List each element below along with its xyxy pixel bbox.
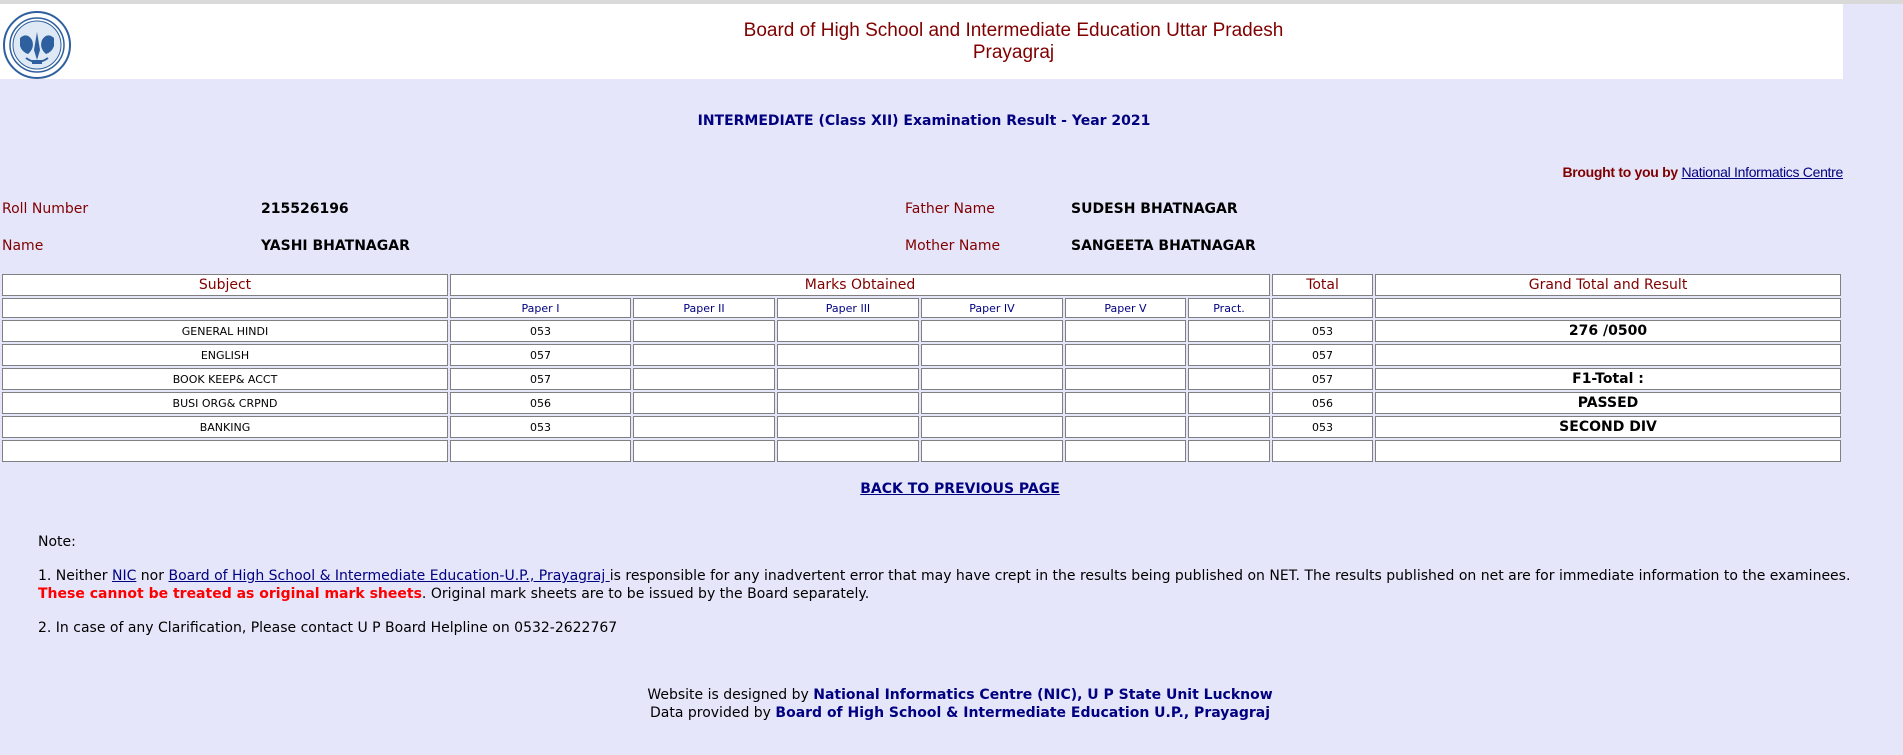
subject-header: Subject	[2, 274, 448, 296]
mother-name-value: SANGEETA BHATNAGAR	[1071, 238, 1256, 254]
marks-table	[0, 272, 1843, 464]
brought-by-prefix: Brought to you by	[1562, 164, 1682, 180]
paper-4-cell	[921, 368, 1063, 390]
empty-cell	[450, 440, 631, 462]
nic-link[interactable]: National Informatics Centre	[1681, 164, 1843, 180]
note-1-text-b: nor	[136, 568, 169, 584]
paper-1-header: Paper I	[450, 298, 631, 318]
subject-cell: GENERAL HINDI	[2, 320, 448, 342]
subject-cell: BUSI ORG& CRPND	[2, 392, 448, 414]
empty-cell	[633, 440, 775, 462]
grand-total-value: 276 /0500	[1375, 320, 1841, 342]
name-label: Name	[2, 238, 44, 254]
board-name: Board of High School and Intermediate Education Uttar Pradesh	[743, 20, 1284, 41]
paper-5-cell	[1065, 368, 1186, 390]
paper-1-cell: 053	[450, 320, 631, 342]
table-row	[2, 320, 1841, 342]
paper-5-header: Paper V	[1065, 298, 1186, 318]
empty-cell	[2, 298, 448, 318]
father-name-value: SUDESH BHATNAGAR	[1071, 201, 1238, 217]
note-1-text-c: is responsible for any inadvertent error that may have crept in the results being published on NET. The results published on net are for immediate information to the examinees.	[609, 568, 1851, 584]
empty-cell	[1065, 440, 1186, 462]
division: SECOND DIV	[1375, 416, 1841, 438]
table-row	[2, 344, 1841, 366]
table-row	[2, 392, 1841, 414]
table-row-empty	[2, 440, 1841, 462]
paper-2-cell	[633, 392, 775, 414]
board-city: Prayagraj	[972, 42, 1055, 63]
practical-cell	[1188, 344, 1270, 366]
back-to-previous-page-link[interactable]: BACK TO PREVIOUS PAGE	[860, 481, 1060, 497]
paper-3-header: Paper III	[777, 298, 919, 318]
footer-designer-name: National Informatics Centre (NIC), U P State Unit Lucknow	[813, 687, 1273, 703]
paper-1-cell: 056	[450, 392, 631, 414]
practical-header: Pract.	[1188, 298, 1270, 318]
note-1-warning: These cannot be treated as original mark sheets	[38, 586, 422, 602]
empty-cell	[777, 440, 919, 462]
table-row	[2, 416, 1841, 438]
paper-5-cell	[1065, 320, 1186, 342]
paper-2-header: Paper II	[633, 298, 775, 318]
empty-cell	[1375, 440, 1841, 462]
page-header	[0, 4, 1843, 79]
paper-4-cell	[921, 416, 1063, 438]
back-link-container	[0, 481, 1903, 497]
paper-header-row	[2, 298, 1841, 318]
note-title: Note:	[38, 534, 76, 550]
practical-cell	[1188, 368, 1270, 390]
practical-cell	[1188, 416, 1270, 438]
total-cell: 057	[1272, 344, 1373, 366]
total-cell: 057	[1272, 368, 1373, 390]
f1-total-label: F1-Total :	[1375, 368, 1841, 390]
paper-5-cell	[1065, 392, 1186, 414]
paper-1-cell: 053	[450, 416, 631, 438]
paper-2-cell	[633, 416, 775, 438]
paper-5-cell	[1065, 344, 1186, 366]
practical-cell	[1188, 320, 1270, 342]
grand-total-blank	[1375, 344, 1841, 366]
total-cell: 053	[1272, 320, 1373, 342]
empty-cell	[921, 440, 1063, 462]
paper-4-cell	[921, 344, 1063, 366]
table-header-row	[2, 274, 1841, 296]
mother-name-label: Mother Name	[905, 238, 1001, 254]
empty-cell	[2, 440, 448, 462]
father-name-label: Father Name	[905, 201, 995, 217]
table-row	[2, 368, 1841, 390]
total-cell: 053	[1272, 416, 1373, 438]
practical-cell	[1188, 392, 1270, 414]
note-1-text-a: 1. Neither	[38, 568, 112, 584]
subject-cell: BANKING	[2, 416, 448, 438]
empty-cell	[1375, 298, 1841, 318]
paper-2-cell	[633, 344, 775, 366]
brought-by	[1562, 164, 1843, 180]
empty-cell	[1272, 298, 1373, 318]
note-1	[38, 567, 1893, 603]
empty-cell	[1188, 440, 1270, 462]
page-footer	[0, 686, 1903, 722]
footer-data-provided	[0, 704, 1903, 722]
empty-cell	[1272, 440, 1373, 462]
footer-provider-name: Board of High School & Intermediate Education U.P., Prayagraj	[775, 705, 1270, 721]
note-1-text-d: . Original mark sheets are to be issued by the Board separately.	[421, 586, 870, 602]
paper-4-cell	[921, 320, 1063, 342]
footer-data-prefix: Data provided by	[649, 705, 776, 721]
note-2: 2. In case of any Clarification, Please contact U P Board Helpline on 0532-2622767	[38, 620, 618, 636]
paper-5-cell	[1065, 416, 1186, 438]
total-header: Total	[1272, 274, 1373, 296]
paper-3-cell	[777, 320, 919, 342]
paper-3-cell	[777, 344, 919, 366]
roll-number-label: Roll Number	[2, 201, 89, 217]
marks-obtained-header: Marks Obtained	[450, 274, 1270, 296]
subject-cell: BOOK KEEP& ACCT	[2, 368, 448, 390]
paper-1-cell: 057	[450, 368, 631, 390]
paper-3-cell	[777, 416, 919, 438]
subject-cell: ENGLISH	[2, 344, 448, 366]
exam-title: INTERMEDIATE (Class XII) Examination Result - Year 2021	[697, 113, 1151, 129]
up-government-emblem-icon	[2, 10, 72, 80]
paper-4-header: Paper IV	[921, 298, 1063, 318]
name-value: YASHI BHATNAGAR	[261, 238, 410, 254]
footer-designed-prefix: Website is designed by	[647, 687, 814, 703]
paper-2-cell	[633, 320, 775, 342]
paper-2-cell	[633, 368, 775, 390]
nic-note-link[interactable]: NIC	[111, 568, 137, 584]
paper-1-cell: 057	[450, 344, 631, 366]
paper-4-cell	[921, 392, 1063, 414]
roll-number-value: 215526196	[261, 201, 349, 217]
board-note-link[interactable]: Board of High School & Intermediate Education-U.P., Prayagraj	[168, 568, 610, 584]
paper-3-cell	[777, 392, 919, 414]
paper-3-cell	[777, 368, 919, 390]
result-status: PASSED	[1375, 392, 1841, 414]
grand-total-header: Grand Total and Result	[1375, 274, 1841, 296]
footer-designed-by	[0, 686, 1903, 704]
total-cell: 056	[1272, 392, 1373, 414]
